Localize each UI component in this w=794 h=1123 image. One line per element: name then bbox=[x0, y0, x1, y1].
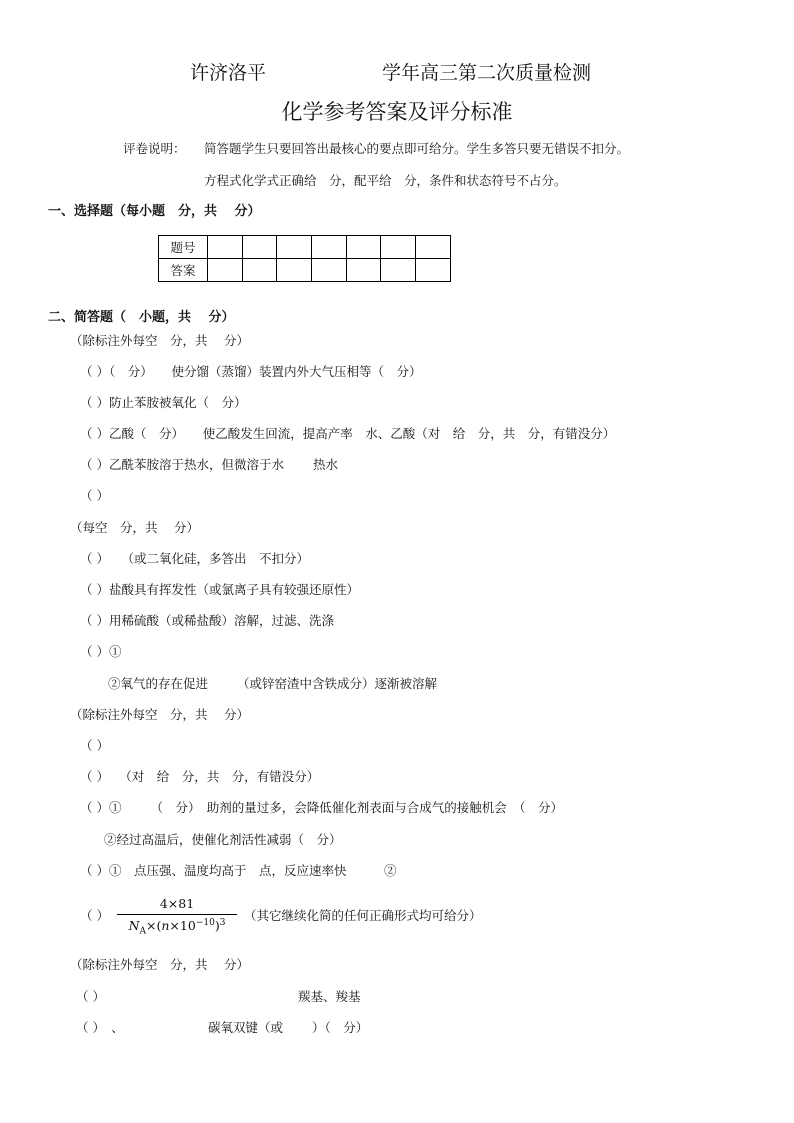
note-line-2: 方程式化学式正确给 分，配平给 分，条件和状态符号不占分。 bbox=[204, 173, 567, 188]
answer-line: （ ）乙酰苯胺溶于热水，但微溶于水 热水 bbox=[80, 457, 338, 472]
formula-paren-close: ) bbox=[214, 918, 220, 934]
formula-paren-open: ×( bbox=[146, 918, 162, 934]
formula-numerator: 4×81 bbox=[159, 896, 195, 911]
table-row bbox=[159, 236, 451, 259]
answer-line: （ ） bbox=[76, 989, 105, 1004]
formula-variable: n bbox=[161, 918, 170, 934]
table-cell bbox=[242, 259, 277, 282]
formula-exponent: −10 bbox=[195, 918, 215, 928]
avogadro-subscript: A bbox=[139, 926, 146, 937]
table-cell bbox=[208, 259, 243, 282]
answer-line: （ ）乙酸（ 分） 使乙酸发生回流，提高产率 水、乙酸（对 给 分，共 分，有错没分） bbox=[80, 426, 616, 441]
answer-line: （ ） 、 bbox=[76, 1020, 124, 1035]
question-header: （每空 分，共 分） bbox=[70, 520, 199, 535]
section2-title: 二、简答题（ 小题，共 分） bbox=[48, 310, 235, 325]
table-cell bbox=[277, 236, 312, 259]
table-cell bbox=[242, 236, 277, 259]
answer-table bbox=[158, 235, 451, 282]
title-left: 许济洛平 bbox=[190, 62, 267, 84]
avogadro-symbol: N bbox=[128, 918, 140, 934]
density-formula bbox=[117, 896, 237, 937]
page-subtitle: 化学参考答案及评分标准 bbox=[281, 100, 513, 124]
formula-remark: （其它继续化简的任何正确形式均可给分） bbox=[244, 908, 482, 923]
section1-title: 一、选择题（每小题 分，共 分） bbox=[48, 204, 261, 219]
table-cell bbox=[346, 259, 381, 282]
formula-mid: ×10 bbox=[169, 918, 196, 934]
answer-line: ②氧气的存在促进 （或锌窑渣中含铁成分）逐渐被溶解 bbox=[108, 676, 437, 691]
answer-line: （ ）（ 分） 使分馏（蒸馏）装置内外大气压相等（ 分） bbox=[80, 364, 422, 379]
note-label: 评卷说明： bbox=[123, 141, 186, 156]
answer-line: （ ）① （ 分） 助剂的量过多，会降低催化剂表面与合成气的接触机会 （ 分） bbox=[80, 800, 563, 815]
formula-power: 3 bbox=[219, 918, 226, 928]
table-cell bbox=[312, 236, 347, 259]
question-header: （除标注外每空 分，共 分） bbox=[70, 333, 249, 348]
answer-line: （ ） （对 给 分，共 分，有错没分） bbox=[80, 769, 320, 784]
table-row bbox=[159, 259, 451, 282]
answer-line: （ ）防止苯胺被氧化（ 分） bbox=[80, 395, 247, 410]
answer-line: （ ） bbox=[80, 738, 109, 753]
title-right: 学年高三第二次质量检测 bbox=[382, 62, 592, 84]
table-cell bbox=[381, 259, 416, 282]
question-header: （除标注外每空 分，共 分） bbox=[70, 707, 249, 722]
table-cell bbox=[346, 236, 381, 259]
table-header-answer: 答案 bbox=[159, 259, 208, 282]
table-header-number: 题号 bbox=[159, 236, 208, 259]
table-cell bbox=[381, 236, 416, 259]
table-cell bbox=[312, 259, 347, 282]
answer-line: （ ）盐酸具有挥发性（或氯离子具有较强还原性） bbox=[80, 582, 359, 597]
answer-line: （ ）用稀硫酸（或稀盐酸）溶解，过滤、洗涤 bbox=[80, 613, 334, 628]
answer-line: （ ）① 点压强、温度均高于 点，反应速率快 ② bbox=[80, 863, 397, 878]
answer-line: 羰基、羧基 bbox=[298, 989, 361, 1004]
answer-line: 碳氧双键（或 ）（ 分） bbox=[208, 1020, 369, 1035]
table-cell bbox=[208, 236, 243, 259]
table-cell bbox=[277, 259, 312, 282]
answer-line: （ ） （或二氧化硅，多答出 不扣分） bbox=[80, 551, 309, 566]
note-line-1: 简答题学生只要回答出最核心的要点即可给分。学生多答只要无错误不扣分。 bbox=[204, 141, 630, 156]
formula-prefix: （ ） bbox=[80, 908, 109, 923]
question-header: （除标注外每空 分，共 分） bbox=[70, 957, 249, 972]
answer-line: （ ）① bbox=[80, 644, 122, 659]
formula-denominator bbox=[117, 915, 237, 937]
answer-line: （ ） bbox=[80, 488, 109, 503]
table-cell bbox=[416, 236, 451, 259]
table-cell bbox=[416, 259, 451, 282]
answer-line: ②经过高温后，使催化剂活性减弱（ 分） bbox=[104, 832, 342, 847]
